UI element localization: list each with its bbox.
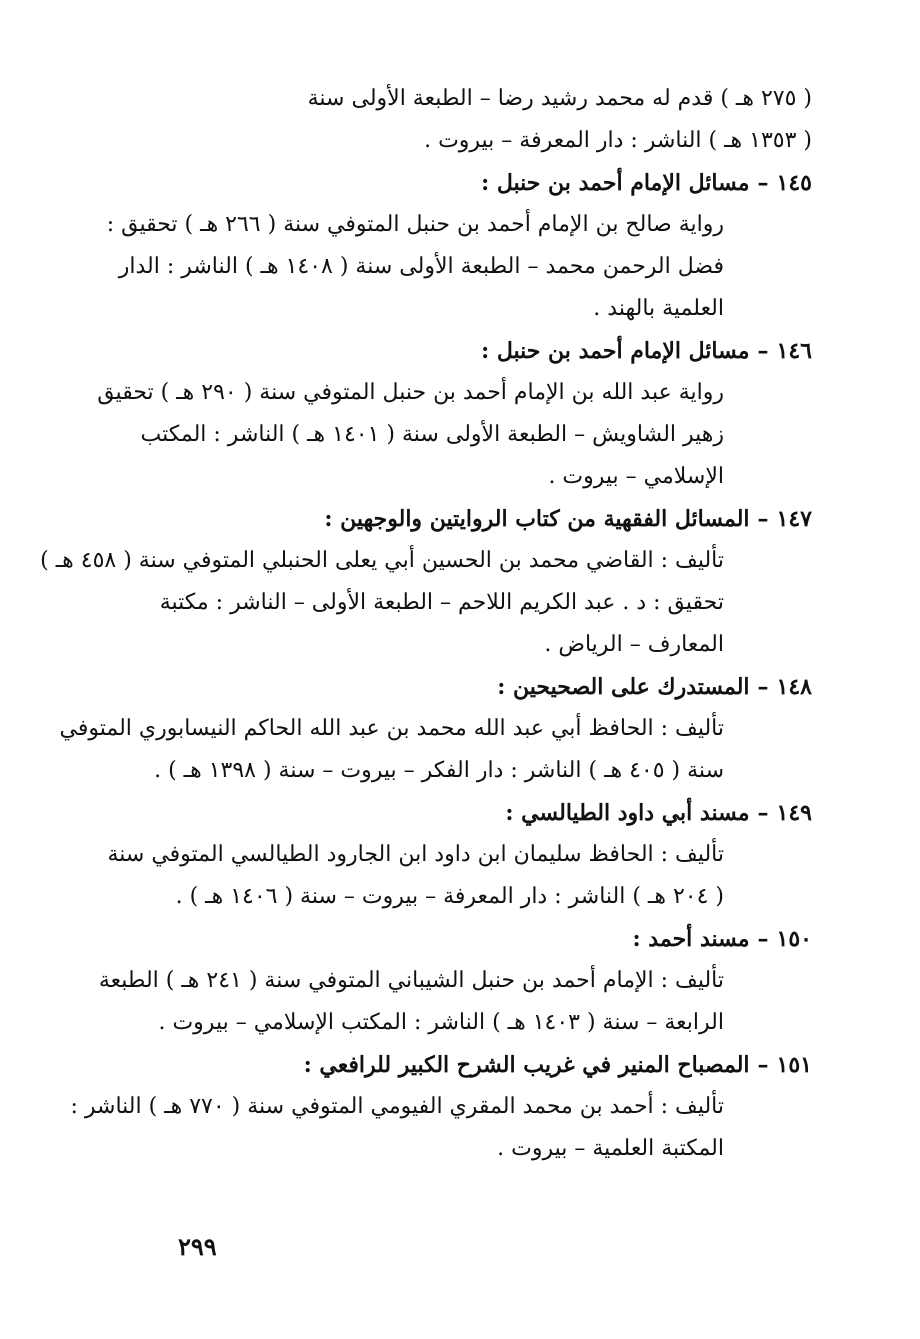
entry-dash: – [757,926,769,952]
entry-title-text: المصباح المنير في غريب الشرح الكبير للرافعي : [303,1052,750,1078]
entry-151 [70,1044,812,1170]
page-number: ٢٩٩ [178,1232,217,1261]
entry-line: تأليف : الحافظ سليمان ابن داود ابن الجارود الطيالسي المتوفي سنة [107,842,724,867]
entry-line: المعارف – الرياض . [544,632,724,657]
entry-148 [59,666,812,792]
entry-line: تأليف : القاضي محمد بن الحسين أبي يعلى الحنبلي المتوفي سنة ( ٤٥٨ هـ ) [40,548,724,573]
entry-line: تأليف : الحافظ أبي عبد الله محمد بن عبد الله الحاكم النيسابوري المتوفي [59,716,724,741]
entry-title-text: مسند أبي داود الطيالسي : [505,800,750,826]
intro-line: ( ٢٧٥ هـ ) قدم له محمد رشيد رضا – الطبعة الأولى سنة [307,86,812,111]
entry-line: العلمية بالهند . [593,296,724,321]
entry-147 [40,498,812,666]
entry-dash: – [757,800,769,826]
entry-dash: – [757,338,769,364]
entry-number: ١٤٧ [776,506,812,532]
entry-title-text: مسائل الإمام أحمد بن حنبل : [481,170,750,196]
entry-title [130,330,812,372]
entry-dash: – [757,1052,769,1078]
entry-dash: – [757,674,769,700]
entry-number: ١٤٦ [776,338,812,364]
entry-title [130,918,812,960]
entry-150 [98,918,812,1044]
entry-number: ١٤٥ [776,170,812,196]
entry-146 [97,330,812,498]
entry-title-text: مسائل الإمام أحمد بن حنبل : [481,338,750,364]
entry-dash: – [757,506,769,532]
entry-line: الرابعة – سنة ( ١٤٠٣ هـ ) الناشر : المكتب الإسلامي – بيروت . [158,1010,724,1035]
entry-line: المكتبة العلمية – بيروت . [497,1136,724,1161]
intro-line: ( ١٣٥٣ هـ ) الناشر : دار المعرفة – بيروت . [424,128,812,153]
entry-line: تأليف : الإمام أحمد بن حنبل الشيباني المتوفي سنة ( ٢٤١ هـ ) الطبعة [98,968,724,993]
entry-line: تحقيق : د . عبد الكريم اللاحم – الطبعة الأولى – الناشر : مكتبة [159,590,724,615]
entry-title-text: المستدرك على الصحيحين : [497,674,750,700]
entry-line: تأليف : أحمد بن محمد المقري الفيومي المتوفي سنة ( ٧٧٠ هـ ) الناشر : [70,1094,724,1119]
bibliography-page [40,78,812,1170]
entry-line: رواية صالح بن الإمام أحمد بن حنبل المتوفي سنة ( ٢٦٦ هـ ) تحقيق : [106,212,724,237]
entry-title-text: مسند أحمد : [632,926,750,952]
entry-number: ١٤٨ [776,674,812,700]
entry-title [130,162,812,204]
entry-title [130,1044,812,1086]
entry-line: زهير الشاويش – الطبعة الأولى سنة ( ١٤٠١ هـ ) الناشر : المكتب [140,422,724,447]
entry-line: فضل الرحمن محمد – الطبعة الأولى سنة ( ١٤٠٨ هـ ) الناشر : الدار [118,254,724,279]
entry-number: ١٥٠ [776,926,812,952]
entry-dash: – [757,170,769,196]
entry-line: سنة ( ٤٠٥ هـ ) الناشر : دار الفكر – بيروت – سنة ( ١٣٩٨ هـ ) . [154,758,724,783]
entry-149 [107,792,812,918]
entry-title [130,792,812,834]
entry-title [130,498,812,540]
entry-number: ١٤٩ [776,800,812,826]
entry-title-text: المسائل الفقهية من كتاب الروايتين والوجهين : [324,506,750,532]
entry-145 [106,162,812,330]
entry-title [130,666,812,708]
entry-number: ١٥١ [776,1052,812,1078]
entry-line: ( ٢٠٤ هـ ) الناشر : دار المعرفة – بيروت – سنة ( ١٤٠٦ هـ ) . [175,884,724,909]
entry-line: رواية عبد الله بن الإمام أحمد بن حنبل المتوفي سنة ( ٢٩٠ هـ ) تحقيق [97,380,724,405]
entry-line: الإسلامي – بيروت . [548,464,724,489]
